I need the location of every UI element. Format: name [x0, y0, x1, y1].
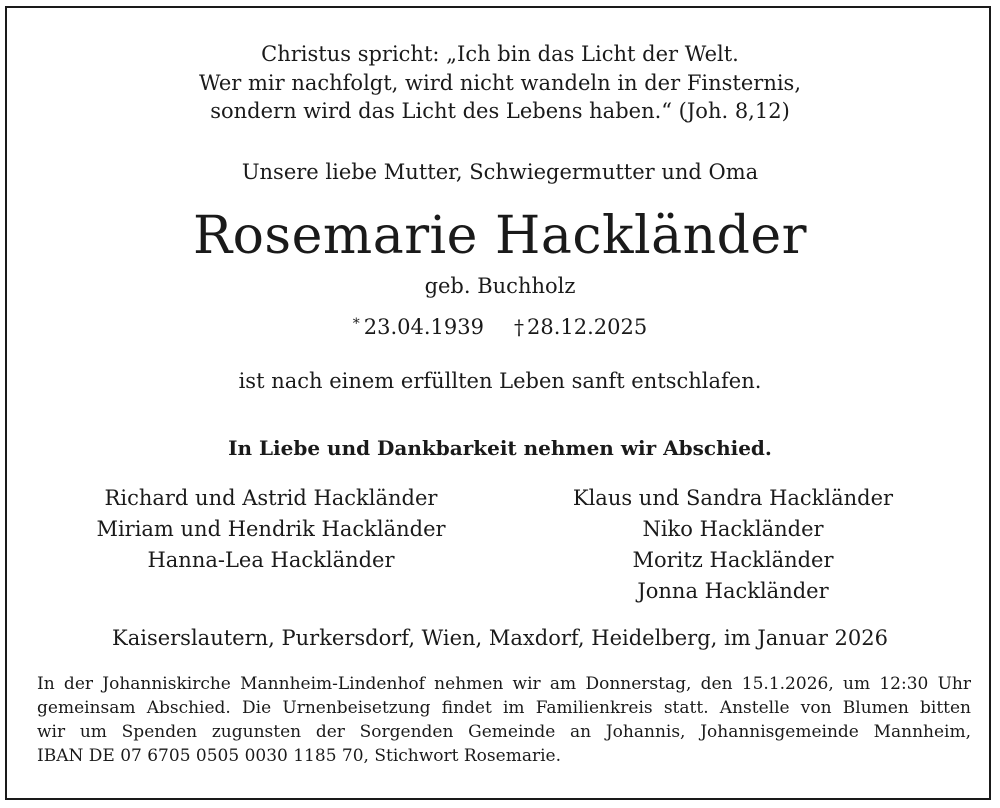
mourner-name: Miriam und Hendrik Hackländer: [96, 517, 446, 541]
notice-line: wir um Spenden zugunsten der Sorgenden Gemeinde an Johannis, Johannisgemeinde Mannheim,: [37, 722, 971, 742]
life-dates: [0, 309, 1000, 342]
birth-name: geb. Buchholz: [424, 274, 576, 298]
notice-line: In der Johanniskirche Mannheim-Lindenhof nehmen wir am Donnerstag, den 15.1.2026, um 12:30 Uhr: [37, 674, 971, 694]
place-and-date: Kaiserslautern, Purkersdorf, Wien, Maxdorf, Heidelberg, im Januar 2026: [112, 626, 888, 650]
funeral-notice-text: [37, 672, 971, 768]
mourner-name: Klaus und Sandra Hackländer: [572, 486, 894, 510]
mourner-name: Jonna Hackländer: [637, 579, 829, 603]
intro-text: Unsere liebe Mutter, Schwiegermutter und Oma: [241, 160, 759, 184]
farewell-heading: In Liebe und Dankbarkeit nehmen wir Abschied.: [228, 436, 772, 460]
bible-quote: [0, 40, 1000, 126]
quote-line: sondern wird das Licht des Lebens haben.“ (Joh. 8,12): [210, 99, 790, 123]
mourner-name: Niko Hackländer: [642, 517, 824, 541]
birth-symbol: *: [352, 316, 360, 332]
statement-text: ist nach einem erfüllten Leben sanft entschlafen.: [238, 369, 762, 393]
mourners-left-column: [31, 483, 511, 576]
birth-date: 23.04.1939: [363, 315, 484, 339]
quote-line: Wer mir nachfolgt, wird nicht wandeln in der Finsternis,: [198, 70, 802, 95]
mourner-name: Moritz Hackländer: [632, 548, 834, 572]
death-symbol: †: [514, 315, 524, 339]
mourner-name: Richard und Astrid Hackländer: [104, 486, 438, 510]
notice-line: gemeinsam Abschied. Die Urnenbeisetzung findet im Familienkreis statt. Anstelle von Blumen bitten: [37, 698, 971, 718]
mourners-right-column: [493, 483, 973, 607]
deceased-name: Rosemarie Hackländer: [192, 206, 808, 266]
notice-line: IBAN DE 07 6705 0505 0030 1185 70, Stichwort Rosemarie.: [37, 746, 561, 766]
mourner-name: Hanna-Lea Hackländer: [147, 548, 395, 572]
death-date: 28.12.2025: [527, 315, 648, 339]
quote-line: Christus spricht: „Ich bin das Licht der Welt.: [261, 42, 739, 66]
